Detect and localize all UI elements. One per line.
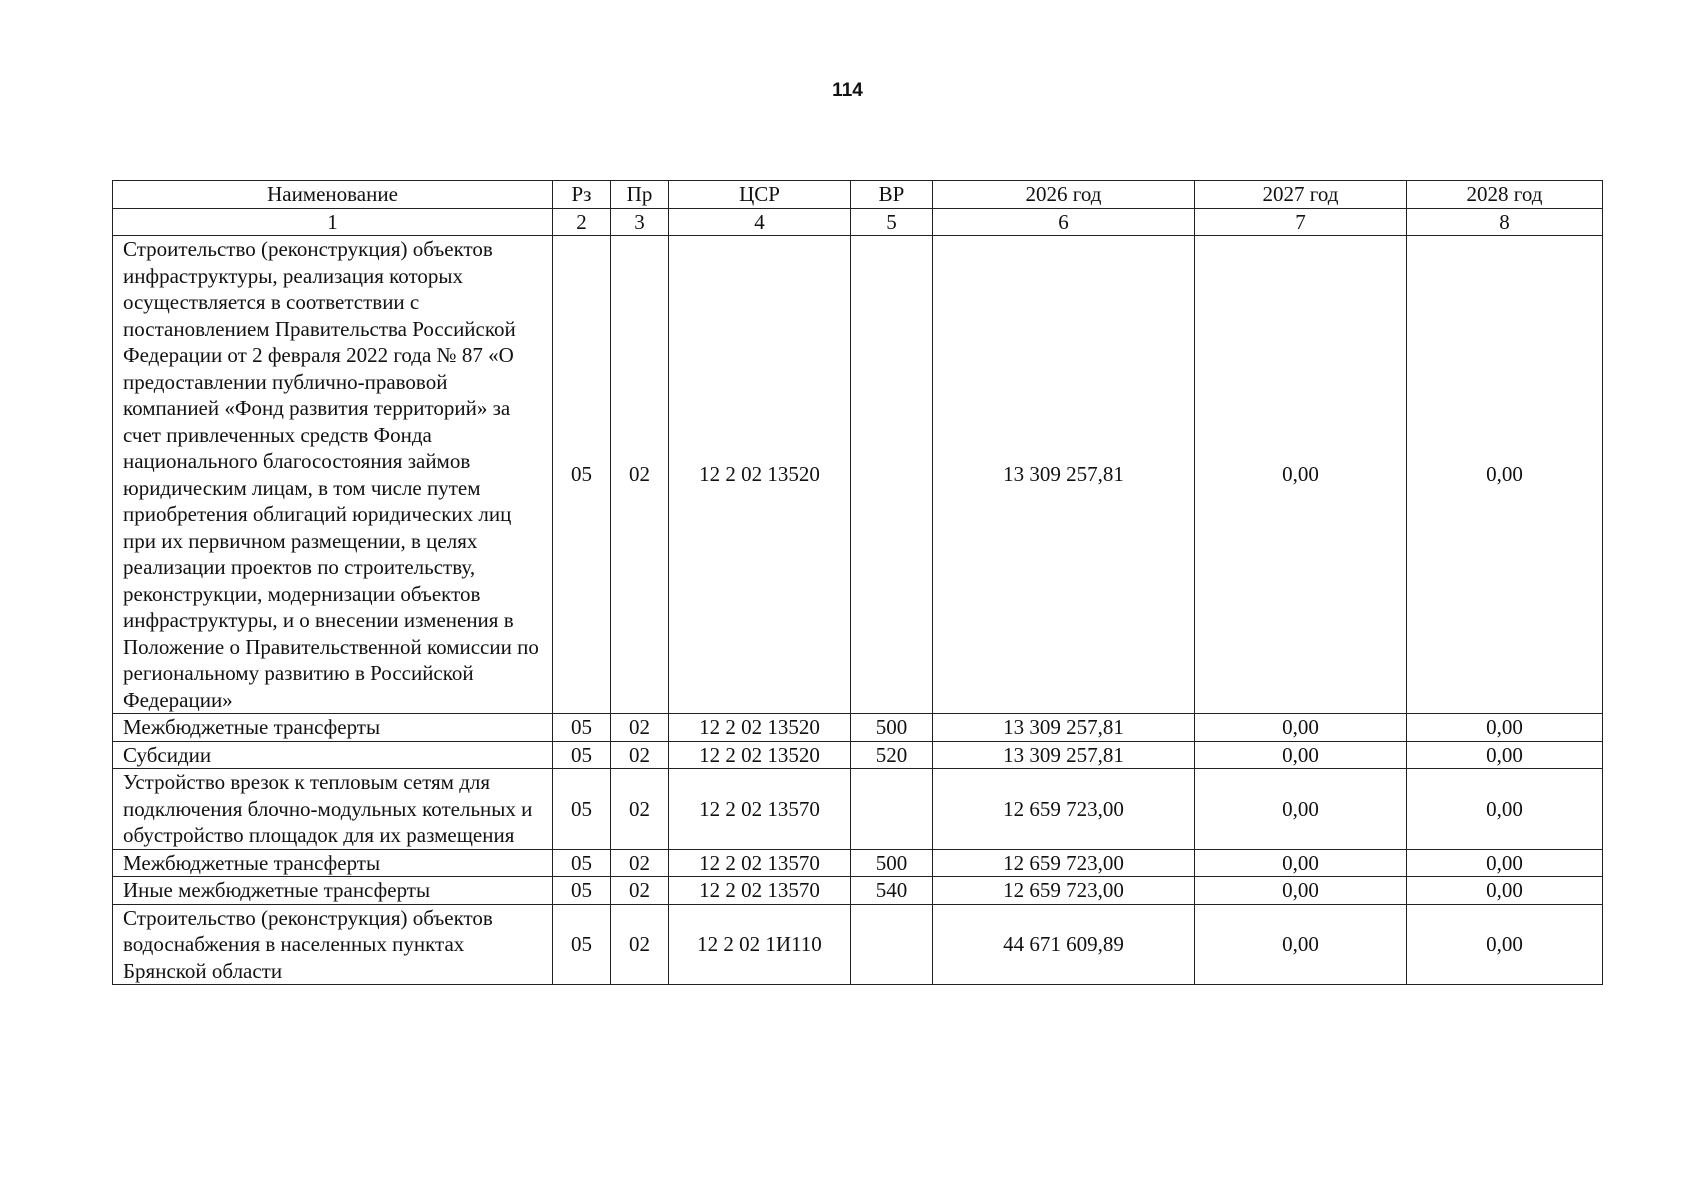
- amount-2027-cell: 0,00: [1195, 769, 1407, 850]
- table-row: [113, 714, 1603, 742]
- column-number-row: [113, 208, 1603, 236]
- vr-cell: 500: [851, 849, 933, 877]
- row-name: Межбюджетные трансферты: [113, 714, 553, 742]
- vr-cell: 520: [851, 741, 933, 769]
- rz-cell: 05: [553, 877, 611, 905]
- header-cell: 2027 год: [1195, 181, 1407, 209]
- header-cell: Рз: [553, 181, 611, 209]
- budget-table: [112, 180, 1603, 985]
- vr-cell: [851, 769, 933, 850]
- amount-2026-cell: 12 659 723,00: [933, 769, 1195, 850]
- csr-cell: 12 2 02 13570: [669, 849, 851, 877]
- table-row: [113, 849, 1603, 877]
- vr-cell: [851, 236, 933, 714]
- amount-2028-cell: 0,00: [1407, 877, 1603, 905]
- table-row: [113, 741, 1603, 769]
- amount-2028-cell: 0,00: [1407, 904, 1603, 985]
- csr-cell: 12 2 02 13520: [669, 741, 851, 769]
- csr-cell: 12 2 02 13570: [669, 877, 851, 905]
- csr-cell: 12 2 02 13570: [669, 769, 851, 850]
- header-cell: ЦСР: [669, 181, 851, 209]
- row-name: Строительство (реконструкция) объектов инфраструктуры, реализация которых осуществляется в соответствии с постановлением Правительства Российской Федерации от 2 февраля 2022 года № 87 «О предоставлении публично-правовой компанией «Фонд развития территорий» за счет привлеченных средств Фонда национального благосостояния займов юридическим лицам, в том числе путем приобретения облигаций юридических лиц при их первичном размещении, в целях реализации проектов по строительству, реконструкции, модернизации объектов инфраструктуры, и о внесении изменения в Положение о Правительственной комиссии по региональному развитию в Российской Федерации»: [113, 236, 553, 714]
- csr-cell: 12 2 02 1И110: [669, 904, 851, 985]
- rz-cell: 05: [553, 236, 611, 714]
- header-cell: Наименование: [113, 181, 553, 209]
- rz-cell: 05: [553, 714, 611, 742]
- row-name: Субсидии: [113, 741, 553, 769]
- column-number-cell: 7: [1195, 208, 1407, 236]
- column-number-cell: 8: [1407, 208, 1603, 236]
- amount-2026-cell: 13 309 257,81: [933, 714, 1195, 742]
- table-row: [113, 769, 1603, 850]
- pr-cell: 02: [611, 769, 669, 850]
- row-name: Межбюджетные трансферты: [113, 849, 553, 877]
- row-name: Устройство врезок к тепловым сетям для подключения блочно-модульных котельных и обустройство площадок для их размещения: [113, 769, 553, 850]
- amount-2028-cell: 0,00: [1407, 236, 1603, 714]
- row-name: Иные межбюджетные трансферты: [113, 877, 553, 905]
- pr-cell: 02: [611, 714, 669, 742]
- header-cell: Пр: [611, 181, 669, 209]
- table-row: [113, 904, 1603, 985]
- pr-cell: 02: [611, 741, 669, 769]
- column-number-cell: 5: [851, 208, 933, 236]
- amount-2026-cell: 12 659 723,00: [933, 849, 1195, 877]
- column-number-cell: 2: [553, 208, 611, 236]
- amount-2026-cell: 44 671 609,89: [933, 904, 1195, 985]
- amount-2027-cell: 0,00: [1195, 236, 1407, 714]
- amount-2027-cell: 0,00: [1195, 714, 1407, 742]
- pr-cell: 02: [611, 904, 669, 985]
- vr-cell: [851, 904, 933, 985]
- column-number-cell: 1: [113, 208, 553, 236]
- amount-2028-cell: 0,00: [1407, 741, 1603, 769]
- rz-cell: 05: [553, 741, 611, 769]
- rz-cell: 05: [553, 849, 611, 877]
- csr-cell: 12 2 02 13520: [669, 714, 851, 742]
- rz-cell: 05: [553, 904, 611, 985]
- amount-2027-cell: 0,00: [1195, 904, 1407, 985]
- amount-2027-cell: 0,00: [1195, 877, 1407, 905]
- pr-cell: 02: [611, 877, 669, 905]
- csr-cell: 12 2 02 13520: [669, 236, 851, 714]
- column-number-cell: 3: [611, 208, 669, 236]
- page-number: 114: [832, 80, 863, 101]
- pr-cell: 02: [611, 849, 669, 877]
- table-row: [113, 877, 1603, 905]
- pr-cell: 02: [611, 236, 669, 714]
- column-number-cell: 4: [669, 208, 851, 236]
- header-cell: ВР: [851, 181, 933, 209]
- vr-cell: 540: [851, 877, 933, 905]
- header-row: [113, 181, 1603, 209]
- header-cell: 2026 год: [933, 181, 1195, 209]
- amount-2026-cell: 12 659 723,00: [933, 877, 1195, 905]
- header-cell: 2028 год: [1407, 181, 1603, 209]
- amount-2028-cell: 0,00: [1407, 769, 1603, 850]
- amount-2026-cell: 13 309 257,81: [933, 236, 1195, 714]
- rz-cell: 05: [553, 769, 611, 850]
- column-number-cell: 6: [933, 208, 1195, 236]
- amount-2026-cell: 13 309 257,81: [933, 741, 1195, 769]
- amount-2028-cell: 0,00: [1407, 714, 1603, 742]
- amount-2027-cell: 0,00: [1195, 849, 1407, 877]
- amount-2027-cell: 0,00: [1195, 741, 1407, 769]
- row-name: Строительство (реконструкция) объектов водоснабжения в населенных пунктах Брянской области: [113, 904, 553, 985]
- table-row: [113, 236, 1603, 714]
- amount-2028-cell: 0,00: [1407, 849, 1603, 877]
- vr-cell: 500: [851, 714, 933, 742]
